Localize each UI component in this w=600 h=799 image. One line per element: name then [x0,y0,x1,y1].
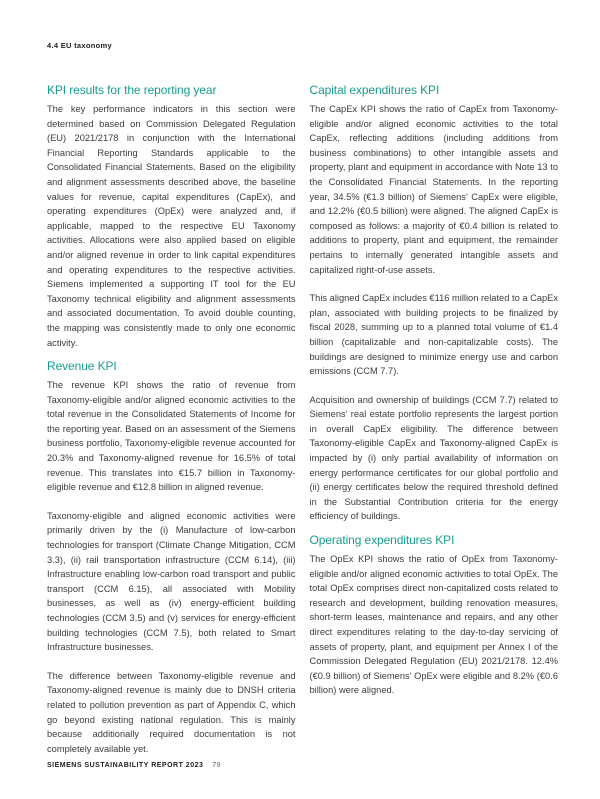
footer-report-title: SIEMENS SUSTAINABILITY REPORT 2023 [47,762,204,769]
section-capex-kpi [310,83,559,524]
right-column [310,83,559,756]
body-paragraph: The OpEx KPI shows the ratio of OpEx from Taxonomy-eligible and/or aligned economic activities to total OpEx. The total OpEx comprises direct non-capitalized costs related to research and development, building renovation measures, short-term leases, maintenance and repairs, and any other direct expenditures relating to the day-to-day servicing of assets of property, plant, and equipment per Annex I of the Commission Delegated Regulation (EU) 2021/2178. 12.4% (€0.9 billion) of Siemens’ OpEx were eligible and 8.2% (€0.6 billion) were aligned. [309,554,558,696]
section-opex-kpi [310,533,559,698]
page-number: 79 [212,762,221,769]
page-footer [47,762,221,769]
heading-kpi-results: KPI results for the reporting year [47,83,217,97]
body-paragraph: The CapEx KPI shows the ratio of CapEx from Taxonomy-eligible and/or aligned economic activities to the total CapEx, reflecting additions (including additions from business combinations) to other intangible assets and property, plant and equipment in accordance with Note 13 to the Consolidated Financial Statements. In the reporting year, 34.5% (€1.3 billion) of Siemens’ CapEx were eligible, and 12.2% (€0.5 billion) were aligned. The aligned CapEx is composed as follows: a majority of €0.4 billion is related to additions to property, plant and equipment, the remainder pertains to internally generated intangible assets and capitalized right-of-use assets. [309,104,558,275]
heading-revenue-kpi: Revenue KPI [47,359,117,374]
section-kpi-results [47,83,296,350]
left-column [47,83,296,756]
body-paragraph: Taxonomy-eligible and aligned economic activities were primarily driven by the (i) Manufacture of low-carbon technologies for transport (Climate Change Mitigation, CCM 3.3), (ii) rail transportation infrastructure (CCM 6.14), (iii) Infrastructure enabling low-carbon road transport and public transport (CCM 6.15), all associated with Mobility businesses, as well as (iv) energy-efficient building technologies (CCM 3.5) and (v) services for energy-efficient building technologies (CCM 7.5), both related to Smart Infrastructure businesses. [47,510,296,653]
body-paragraph: The key performance indicators in this section were determined based on Commission Delegated Regulation (EU) 2021/2178 in conjunction with the International Financial Reporting Standards applicable to the Consolidated Financial Statements. Based on the eligibility and alignment assessments described above, the baseline values for revenue, capital expenditures (CapEx), and operating expenditures (OpEx) were analyzed and, if applicable, mapped to the respective EU Taxonomy activities. Allocations were also applied based on eligible and/or aligned revenue in order to link capital expenditures and operating expenditures to the respective activities. Siemens implemented a supporting IT tool for the EU Taxonomy technical eligibility and alignment assessments and associated documentation. To avoid double counting, the mapping was consistently made to only one economic activity. [47,104,296,348]
body-paragraph: The difference between Taxonomy-eligible revenue and Taxonomy-aligned revenue is mainly due to DNSH criteria related to pollution prevention as part of Appendix C, which go beyond existing national regulation. This is mainly because additionally required documentation is not completely available yet. [47,670,296,754]
section-revenue-kpi [47,359,296,756]
heading-capex-kpi: Capital expenditures KPI [309,83,440,97]
body-paragraph: Acquisition and ownership of buildings (CCM 7.7) related to Siemens’ real estate portfolio represents the largest portion in overall CapEx eligibility. The difference between Taxonomy-eligible CapEx and Taxonomy-aligned CapEx is impacted by (i) only partial availability of information on energy performance certificates for our global portfolio and (ii) energy certificates below the required threshold defined in the Substantial Contribution criteria for the energy efficiency of buildings. [309,394,558,522]
heading-opex-kpi: Operating expenditures KPI [309,533,455,548]
section-kicker: 4.4 EU taxonomy [47,41,112,50]
body-paragraph: The revenue KPI shows the ratio of revenue from Taxonomy-eligible and/or aligned economic activities to the total revenue in the Consolidated Statements of Income for the reporting year. Based on an assessment of the Siemens business portfolio, Taxonomy-eligible revenue accounted for 20.3% and Taxonomy-aligned revenue for 16.5% of total revenue. This translates into €15.7 billion in Taxonomy-eligible revenue and €12.8 billion in aligned revenue. [47,380,296,493]
two-column-content [47,83,558,756]
body-paragraph: This aligned CapEx includes €116 million related to a CapEx plan, associated with building projects to be finalized by fiscal 2028, summing up to a planned total volume of €1.4 billion (capitalizable and non-capitalizable costs). The buildings are designed to minimize energy use and carbon emissions (CCM 7.7). [309,293,558,377]
